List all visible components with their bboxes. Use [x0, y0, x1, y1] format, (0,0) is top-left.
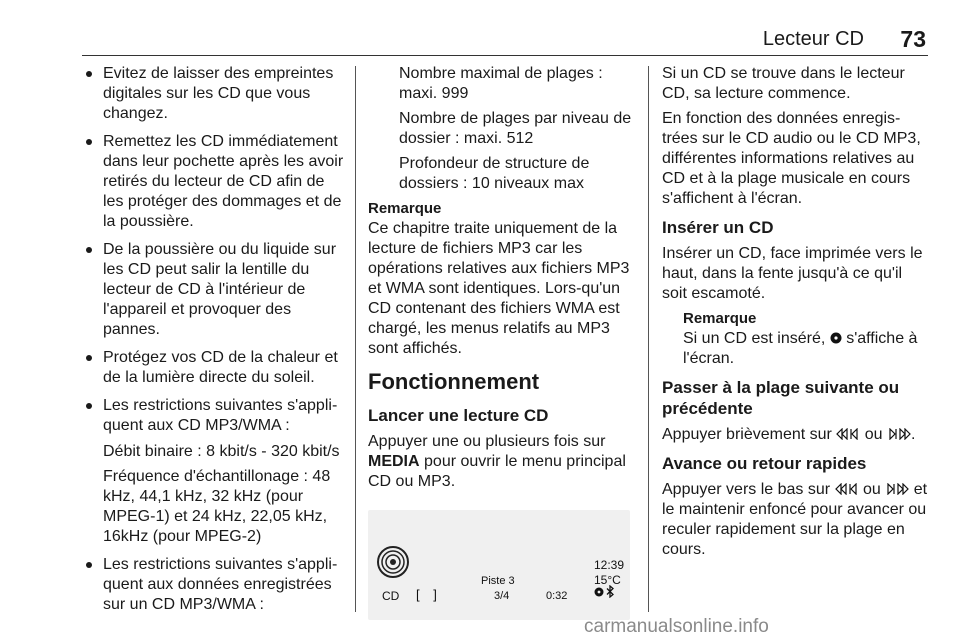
- cd-disc-icon: [376, 545, 410, 579]
- column-3: [662, 64, 930, 565]
- bullet-icon: [86, 71, 92, 77]
- info-paragraph: En fonction des données enregis-trées sur le CD audio ou le CD MP3, différentes informations relatives au CD et à la plage musicale en cours s'affichent à l'écran.: [662, 110, 921, 207]
- insert-paragraph: Insérer un CD, face imprimée vers le haut, dans la fente jusqu'à ce qu'il soit escamoté.: [662, 245, 923, 302]
- brackets: [ ]: [416, 587, 442, 602]
- data-spec-list: [368, 64, 634, 194]
- remark-title: Remarque: [368, 200, 442, 217]
- spec-frequency: Fréquence d'échantillonage : 48 kHz, 44,1 kHz, 32 kHz (pour MPEG-1) et 24 kHz, 22,05 kHz, 16kHz (pour MPEG-2): [103, 468, 331, 545]
- page-number: 73: [900, 26, 926, 52]
- page-title: Lecteur CD: [762, 28, 864, 50]
- care-list: [82, 64, 344, 615]
- bullet-icon: [86, 403, 92, 409]
- disc-indicator-icon: [594, 587, 604, 597]
- next-track-icon: [887, 428, 911, 440]
- spec-max-tracks: Nombre maximal de plages : maxi. 999: [399, 65, 603, 102]
- column-2: [368, 64, 634, 620]
- column-divider-2: [648, 66, 649, 612]
- insert-title: Insérer un CD: [662, 218, 774, 237]
- list-item: Les restrictions suivantes s'appli-quent aux données enregistrées sur un CD MP3/WMA :: [82, 555, 344, 615]
- next-track-paragraph: Appuyer brièvement sur ou .: [662, 426, 916, 443]
- bullet-icon: [86, 355, 92, 361]
- spec-folder-depth: Profondeur de structure de dossiers : 10 niveaux max: [399, 155, 590, 192]
- watermark: carmanualsonline.info: [584, 616, 769, 637]
- remark-box: [662, 309, 930, 369]
- start-playback-paragraph: Appuyer une ou plusieurs fois sur MEDIA pour ouvrir le menu principal CD ou MP3.: [368, 433, 626, 490]
- next-track-title: Passer à la plage suivante ou précédente: [662, 378, 900, 418]
- list-item: Protégez vos CD de la chaleur et de la lumière directe du soleil.: [82, 348, 344, 388]
- previous-track-icon: [836, 428, 860, 440]
- disc-icon: [830, 332, 842, 344]
- column-divider-1: [355, 66, 356, 612]
- spec-bitrate: Débit binaire : 8 kbit/s - 320 kbit/s: [103, 443, 340, 460]
- temperature: 15°C: [594, 573, 621, 587]
- elapsed-time: 0:32: [546, 590, 568, 602]
- track-count: 3/4: [494, 590, 510, 602]
- page-header: [82, 24, 932, 54]
- source-label: CD: [382, 589, 400, 603]
- track-title: Piste 3: [481, 575, 515, 587]
- list-item: Les restrictions suivantes s'appli-quent aux CD MP3/WMA : Débit binaire : 8 kbit/s - 320 kbit/s Fréquence d'échantillonage : 48 kHz, 44,1 kHz, 32 kHz (pour MPEG-1) et 24 kHz, 22,05 kHz, 16kHz (pour MPEG-2): [82, 396, 344, 547]
- bullet-icon: [86, 139, 92, 145]
- remark-title: Remarque: [683, 310, 757, 327]
- intro-paragraph: Si un CD se trouve dans le lecteur CD, sa lecture commence.: [662, 65, 905, 102]
- bullet-icon: [86, 247, 92, 253]
- bluetooth-icon: [606, 585, 614, 598]
- list-item: Remettez les CD immédiatement dans leur pochette après les avoir retirés du lecteur de CD afin de les protéger des dommages et de la poussière.: [82, 132, 344, 232]
- seek-title: Avance ou retour rapides: [662, 454, 867, 473]
- previous-track-icon: [835, 483, 859, 495]
- subsection-title: Lancer une lecture CD: [368, 406, 549, 425]
- next-track-icon: [885, 483, 909, 495]
- bullet-icon: [86, 562, 92, 568]
- cd-display-illustration: [368, 510, 630, 620]
- remark-text: Si un CD est inséré, s'affiche à l'écran.: [683, 330, 918, 367]
- column-1: [82, 64, 344, 623]
- clock: 12:39: [594, 558, 625, 572]
- list-item: Evitez de laisser des empreintes digitales sur les CD que vous changez.: [82, 64, 344, 124]
- seek-paragraph: Appuyer vers le bas sur ou et le maintenir enfoncé pour avancer ou reculer rapidement sur la plage en cours.: [662, 481, 928, 558]
- header-divider: [82, 55, 928, 56]
- media-button-label: MEDIA: [368, 453, 420, 470]
- remark-text: Ce chapitre traite uniquement de la lecture de fichiers MP3 car les opérations relatives aux fichiers MP3 et WMA sont identiques. Lors-qu'un CD contenant des fichiers WMA est chargé, les menus relatifs au MP3 sont affichés.: [368, 220, 630, 357]
- spec-tracks-per-folder: Nombre de plages par niveau de dossier : maxi. 512: [399, 110, 632, 147]
- list-item: De la poussière ou du liquide sur les CD peut salir la lentille du lecteur de CD à l'intérieur de l'appareil et provoquer des pannes.: [82, 240, 344, 340]
- section-title: Fonctionnement: [368, 369, 540, 394]
